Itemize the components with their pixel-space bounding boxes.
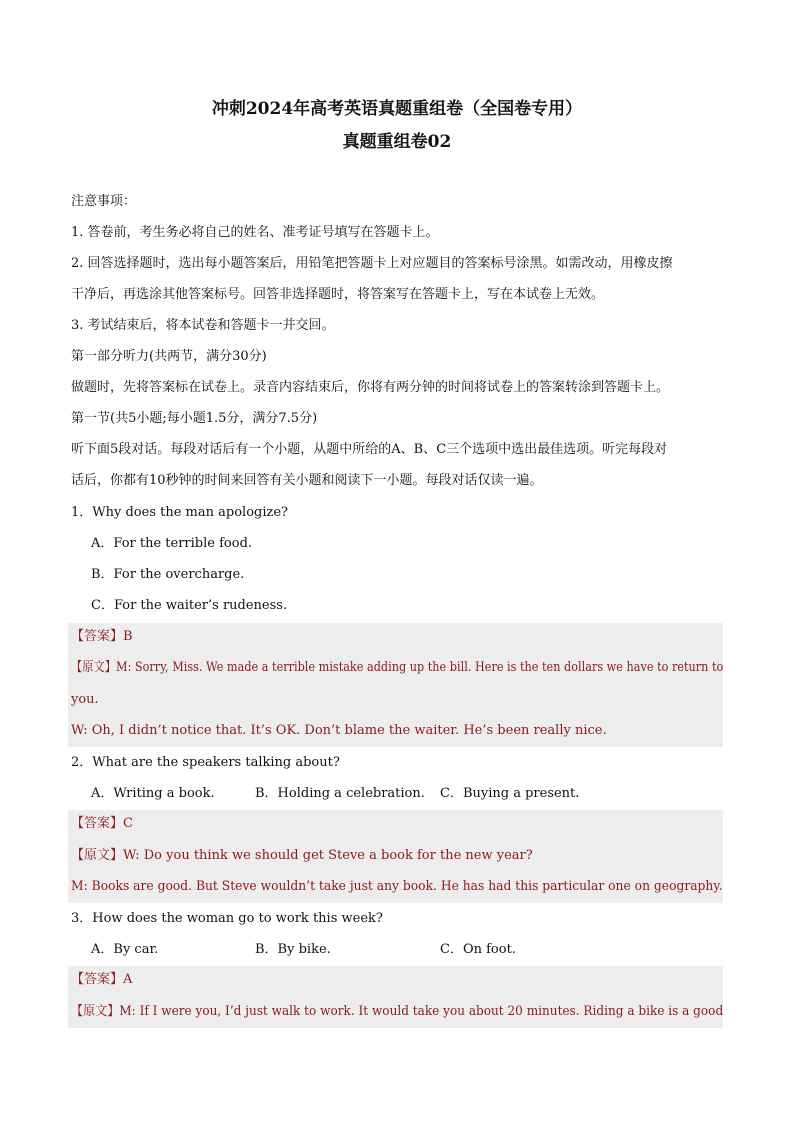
- question-2-transcript-line-2: M: Books are good. But Steve wouldn’t take just any book. He has had this particular one on geography.: [71, 879, 723, 894]
- question-1-option-b: B．For the overcharge.: [91, 567, 245, 582]
- question-1-answer: 【答案】B: [71, 629, 133, 644]
- section1-instruction-line-2: 话后，你都有10秒钟的时间来回答有关小题和阅读下一小题。每段对话仅读一遍。: [71, 473, 543, 488]
- question-3-transcript-line-1: [71, 1003, 723, 1021]
- section1-instruction-line-1: 听下面5段对话。每段对话后有一个小题，从题中所给的A、B、C三个选项中选出最佳选项。听完每段对: [71, 442, 668, 457]
- question-2-stem: 2．What are the speakers talking about?: [71, 755, 340, 770]
- question-1-option-a: A．For the terrible food.: [91, 536, 253, 551]
- notes-item-1: 1. 答卷前，考生务必将自己的姓名、准考证号填写在答题卡上。: [71, 225, 439, 240]
- page-title: 冲刺2024年高考英语真题重组卷（全国卷专用）: [211, 99, 583, 119]
- transcript-label: 【原文】: [71, 1004, 120, 1019]
- question-3-option-b: B．By bike.: [255, 942, 331, 957]
- question-2-transcript-line-1: [71, 847, 533, 865]
- transcript-text: W: Do you think we should get Steve a book for the new year?: [123, 848, 533, 863]
- question-2-option-b: B．Holding a celebration.: [255, 786, 425, 801]
- page-subtitle: 真题重组卷02: [342, 132, 452, 152]
- question-2-option-a: A．Writing a book.: [91, 786, 215, 801]
- transcript-text: M: If I were you, I’d just walk to work. It would take you about 20 minutes. Riding a bike is a good: [119, 1004, 724, 1019]
- notes-item-3: 3. 考试结束后，将本试卷和答题卡一并交回。: [71, 318, 335, 333]
- question-1-transcript-line-3: W: Oh, I didn’t notice that. It’s OK. Don’t blame the waiter. He’s been really nice.: [71, 723, 607, 738]
- notes-item-2-line-1: 2. 回答选择题时，选出每小题答案后，用铅笔把答题卡上对应题目的答案标号涂黑。如需改动，用橡皮擦: [71, 256, 673, 271]
- question-1-transcript-line-1: [71, 659, 723, 677]
- question-2-answer: 【答案】C: [71, 816, 133, 831]
- notes-item-2-line-2: 干净后，再选涂其他答案标号。回答非选择题时，将答案写在答题卡上，写在本试卷上无效。: [71, 287, 605, 302]
- question-1-stem: 1．Why does the man apologize?: [71, 505, 289, 520]
- transcript-text: M: Sorry, Miss. We made a terrible mistake adding up the bill. Here is the ten dollars we have to return to: [116, 660, 724, 675]
- question-3-answer: 【答案】A: [71, 972, 133, 987]
- section1-heading: 第一节(共5小题;每小题1.5分，满分7.5分): [71, 411, 318, 426]
- notes-heading: 注意事项：: [71, 194, 137, 209]
- transcript-label: 【原文】: [71, 848, 124, 863]
- transcript-label: 【原文】: [71, 660, 117, 675]
- question-3-option-a: A．By car.: [91, 942, 159, 957]
- question-1-option-c: C．For the waiter’s rudeness.: [91, 598, 288, 613]
- part1-instruction: 做题时，先将答案标在试卷上。录音内容结束后，你将有两分钟的时间将试卷上的答案转涂到答题卡上。: [71, 380, 670, 395]
- question-2-option-c: C．Buying a present.: [440, 786, 580, 801]
- question-1-transcript-line-2: you.: [71, 692, 99, 707]
- question-3-option-c: C．On foot.: [440, 942, 516, 957]
- question-3-stem: 3．How does the woman go to work this week?: [71, 911, 383, 926]
- part1-heading: 第一部分听力(共两节，满分30分): [71, 349, 267, 364]
